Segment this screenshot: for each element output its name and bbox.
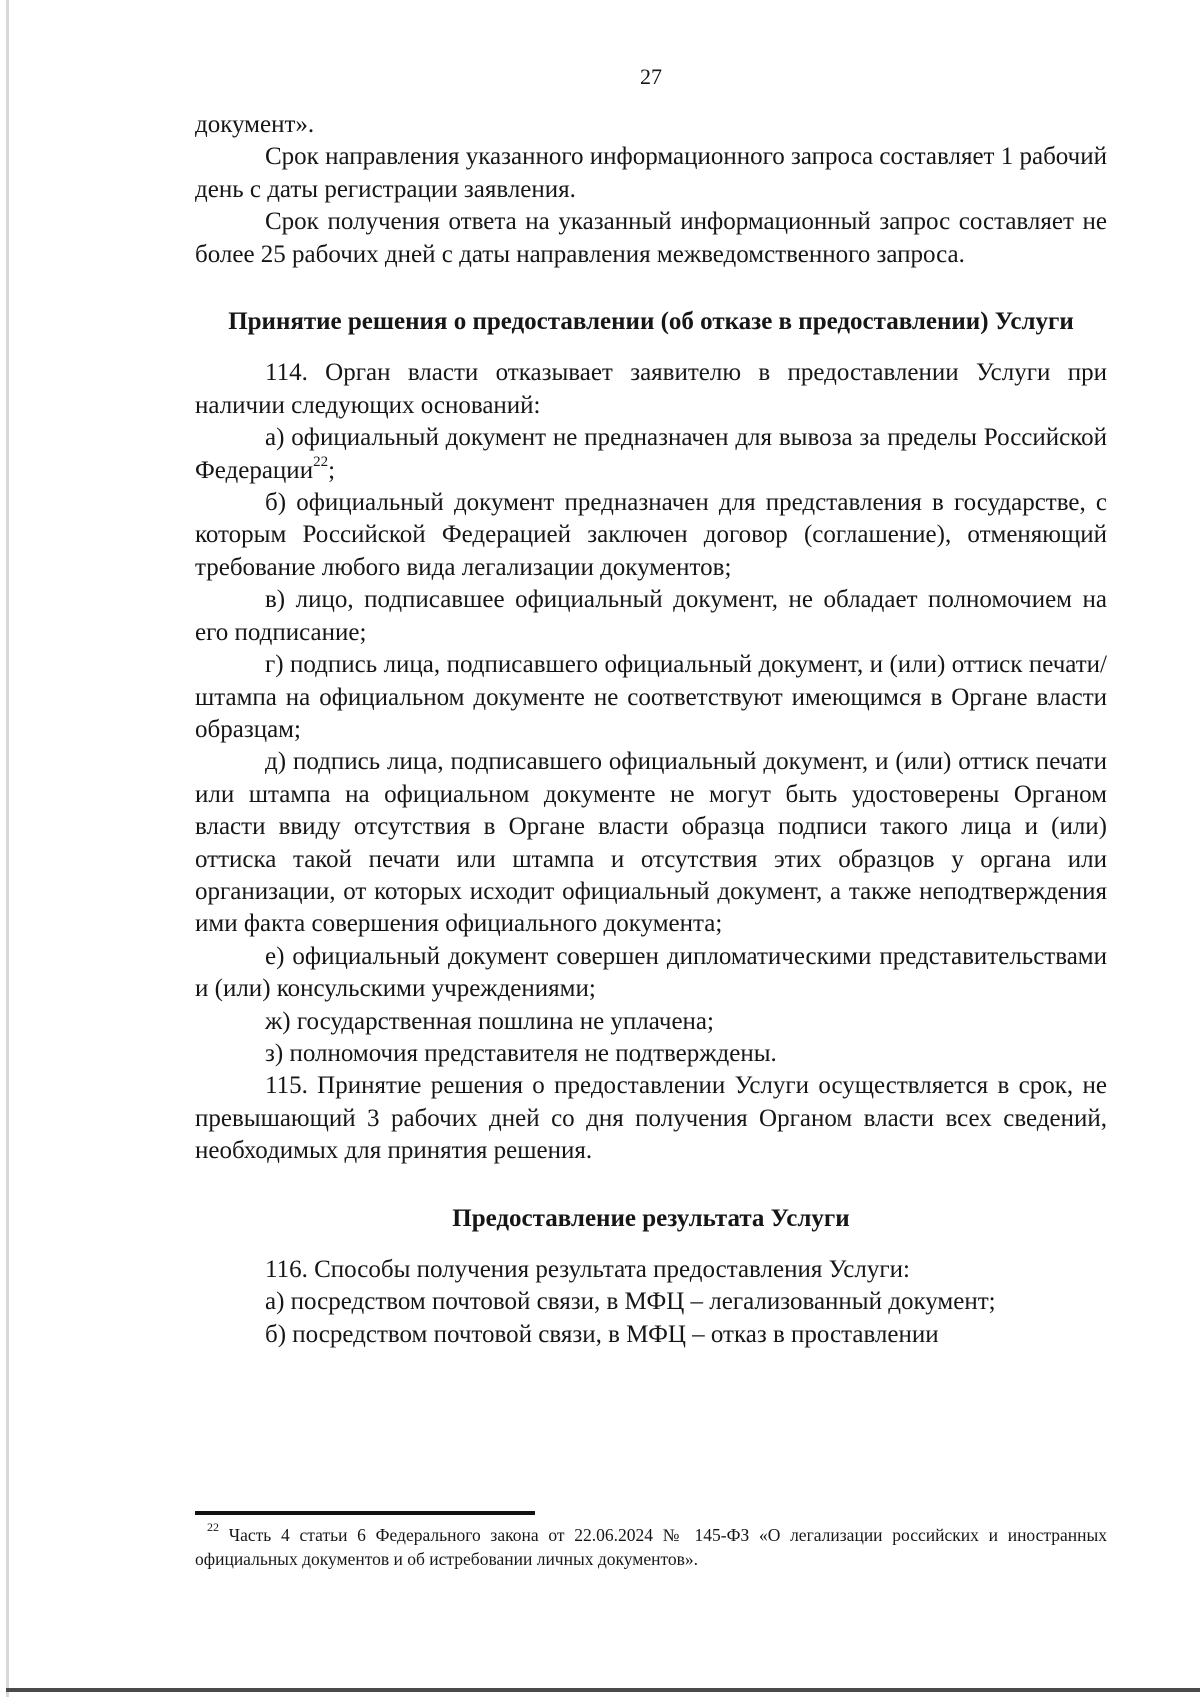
paragraph-continuation: документ». [195, 111, 315, 138]
paragraph-114: 114. Орган власти отказывает заявителю в предоставлении Услуги при наличии следующих оснований: [195, 359, 1107, 419]
footnote-separator [195, 1511, 535, 1515]
paragraph-115: 115. Принятие решения о предоставлении Услуги осуществляется в срок, не превышающий 3 рабочих дней со дня получения Органом власти всех сведений, необходимых для принятия решения. [195, 1072, 1107, 1165]
spacer [195, 1235, 1107, 1254]
paragraph-request-deadline: Срок направления указанного информационного запроса составляет 1 рабочий день с даты регистрации заявления. [195, 143, 1107, 203]
footnote-reference: 22 [313, 454, 329, 471]
list-item-a-end: ; [328, 456, 336, 484]
page-bottom-edge [6, 1688, 1200, 1692]
list-item-a-text: а) официальный документ не предназначен для вывоза за пределы Российской Федерации [195, 424, 1107, 484]
spacer [195, 338, 1107, 357]
page-left-edge [6, 0, 9, 1697]
result-item-b: б) посредством почтовой связи, в МФЦ – отказ в проставлении [265, 1320, 939, 1348]
footnote-text: Часть 4 статьи 6 Федерального закона от 22.06.2024 № 145-ФЗ «О легализации российских и иностранных официальных документов и об истребовании личных документов». [195, 1525, 1108, 1569]
spacer [195, 271, 1107, 306]
list-item-zh: ж) государственная пошлина не уплачена; [265, 1007, 714, 1035]
section-heading-result: Предоставление результата Услуги [452, 1204, 850, 1232]
list-item-z: з) полномочия представителя не подтверждены. [265, 1039, 777, 1067]
spacer [195, 1168, 1107, 1203]
list-item-g: г) подпись лица, подписавшего официальный документ, и (или) оттиск печати/штампа на официальном документе не соответствуют имеющимся в Органе власти образцам; [195, 651, 1107, 743]
list-item-a [195, 422, 1107, 487]
document-body [195, 109, 1107, 1351]
paragraph-response-deadline: Срок получения ответа на указанный информационный запрос составляет не более 25 рабочих дней с даты направления межведомственного запроса. [195, 208, 1107, 268]
list-item-e: е) официальный документ совершен дипломатическими представительствами и (или) консульскими учреждениями; [195, 942, 1107, 1003]
list-item-b: б) официальный документ предназначен для представления в государстве, с которым Российской Федерацией заключен договор (соглашение), отменяющий требование любого вида легализации документов; [195, 489, 1107, 581]
list-item-v: в) лицо, подписавшее официальный документ, не обладает полномочием на его подписание; [195, 586, 1107, 646]
result-item-a: а) посредством почтовой связи, в МФЦ – легализованный документ; [265, 1288, 996, 1316]
paragraph-116: 116. Способы получения результата предоставления Услуги: [265, 1256, 910, 1283]
footnote-number: 22 [207, 1520, 219, 1535]
page-number: 27 [640, 64, 662, 89]
section-heading-decision: Принятие решения о предоставлении (об отказе в предоставлении) Услуги [228, 308, 1074, 336]
footnote [195, 1520, 1108, 1571]
list-item-d: д) подпись лица, подписавшего официальный документ, и (или) оттиск печати или штампа на официальном документе не могут быть удостоверены Органом власти ввиду отсутствия в Органе власти образца подписи такого лица и (или) оттиска такой печати или штампа и отсутствия этих образцов у органа или организации, от которых исходит официальный документ, а также неподтверждения ими факта совершения официального документа; [195, 748, 1107, 938]
